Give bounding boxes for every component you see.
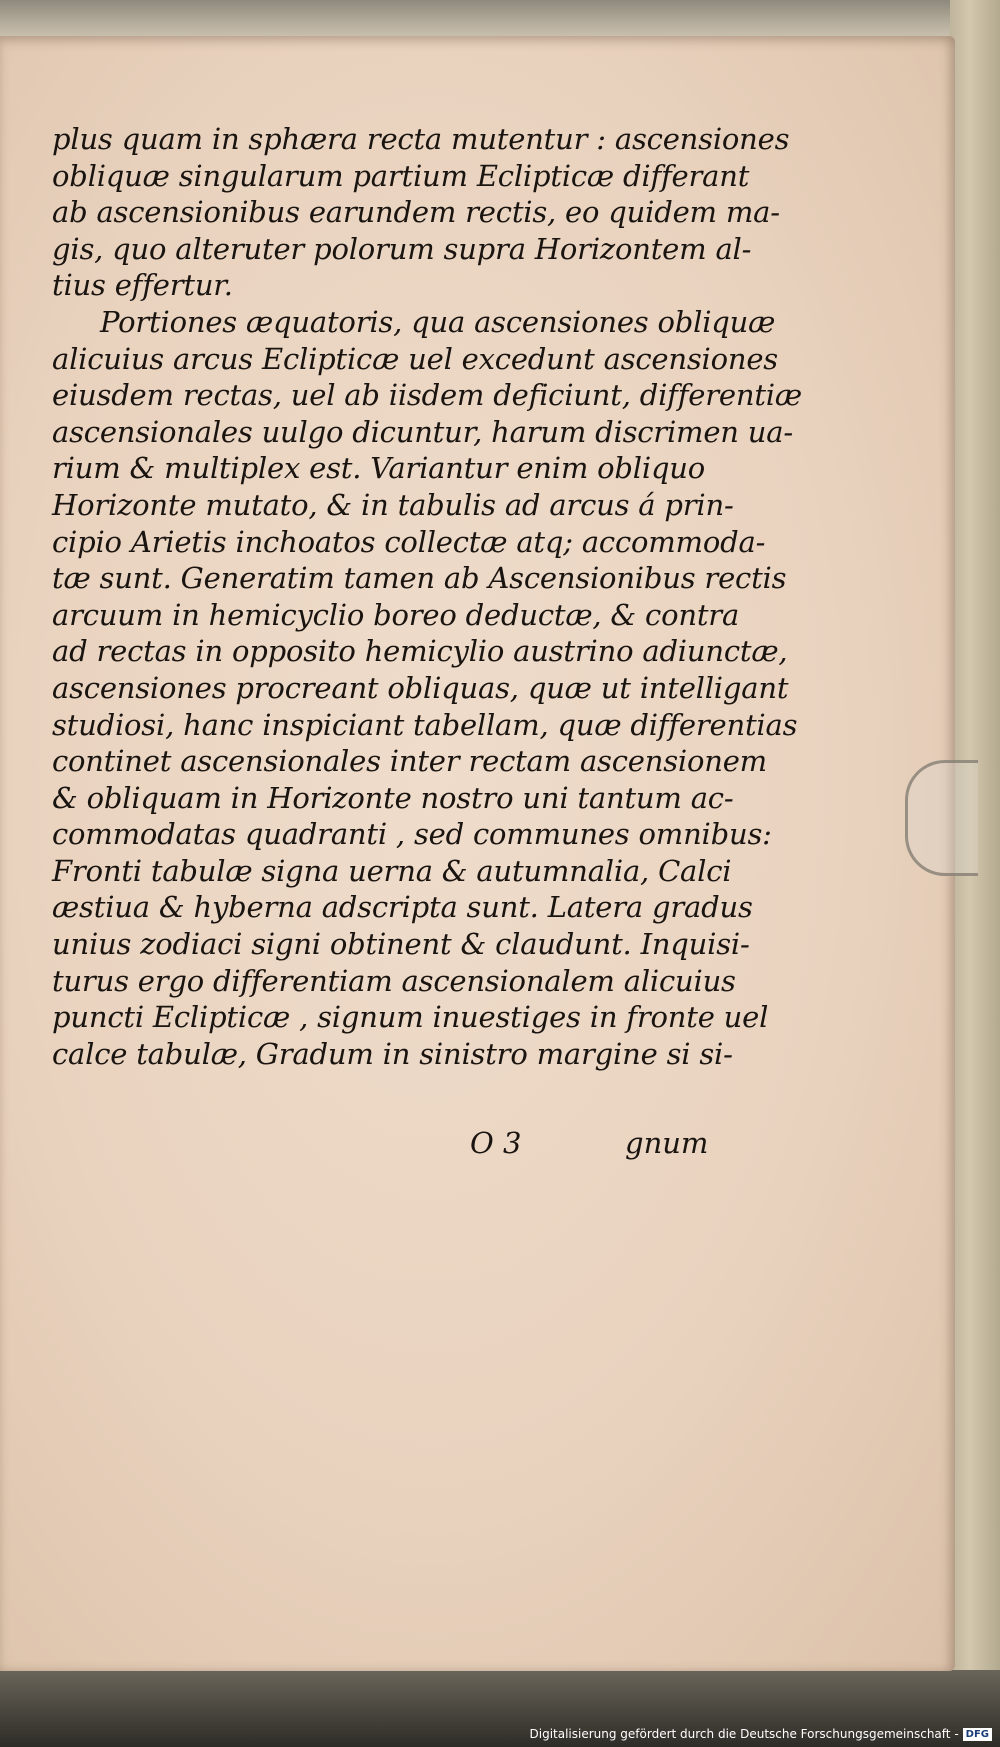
text-line: puncti Eclipticæ , signum inuestiges in fronte uel: [52, 1000, 769, 1035]
page-clip: [905, 760, 978, 876]
text-line: eiusdem rectas, uel ab iisdem deficiunt, differentiæ: [52, 378, 802, 413]
text-line: & obliquam in Horizonte nostro uni tantum ac-: [52, 780, 734, 815]
text-line: tæ sunt. Generatim tamen ab Ascensionibus rectis: [52, 561, 787, 596]
text-line: obliquæ singularum partium Eclipticæ differant: [52, 158, 750, 193]
catchword: gnum: [625, 1126, 709, 1160]
book-page: [0, 36, 955, 1671]
text-line: alicuius arcus Eclipticæ uel excedunt ascensiones: [52, 341, 778, 376]
text-line: ab ascensionibus earundem rectis, eo quidem ma-: [52, 195, 780, 230]
text-line: plus quam in sphæra recta mutentur : ascensiones: [52, 122, 790, 156]
text-line: cipio Arietis inchoatos collectæ atq; accommoda-: [52, 524, 766, 559]
text-line: æstiua & hyberna adscripta sunt. Latera gradus: [52, 890, 753, 925]
text-line: studiosi, hanc inspiciant tabellam, quæ differentias: [52, 707, 798, 742]
signature-mark: O 3: [470, 1126, 522, 1160]
text-line: continet ascensionales inter rectam ascensionem: [52, 744, 767, 779]
text-line: calce tabulæ, Gradum in sinistro margine si si-: [52, 1036, 733, 1071]
text-line: ascensiones procreant obliquas, quæ ut intelligant: [52, 670, 789, 705]
text-line: arcuum in hemicyclio boreo deductæ, & contra: [52, 597, 740, 632]
dfg-logo-icon: DFG: [963, 1728, 992, 1741]
text-line: Fronti tabulæ signa uerna & autumnalia, Calci: [52, 853, 732, 888]
text-line: tius effertur.: [52, 268, 233, 303]
credit-text: Digitalisierung gefördert durch die Deutsche Forschungsgemeinschaft -: [529, 1727, 959, 1741]
text-line: Horizonte mutato, & in tabulis ad arcus á prin-: [52, 487, 734, 522]
text-line: unius zodiaci signi obtinent & claudunt. Inquisi-: [52, 927, 750, 962]
text-line: rium & multiplex est. Variantur enim obliquo: [52, 451, 706, 486]
text-line: commodatas quadranti , sed communes omnibus:: [52, 817, 772, 852]
text-line: ad rectas in opposito hemicylio austrino adiunctæ,: [52, 634, 788, 669]
text-line: Portiones æquatoris, qua ascensiones obliquæ: [100, 304, 776, 339]
page-text-block: [52, 121, 802, 1072]
digitization-credit: [530, 1727, 993, 1741]
text-line: turus ergo differentiam ascensionalem alicuius: [52, 963, 736, 998]
text-line: gis, quo alteruter polorum supra Horizontem al-: [52, 231, 752, 266]
text-line: ascensionales uulgo dicuntur, harum discrimen ua-: [52, 414, 793, 449]
